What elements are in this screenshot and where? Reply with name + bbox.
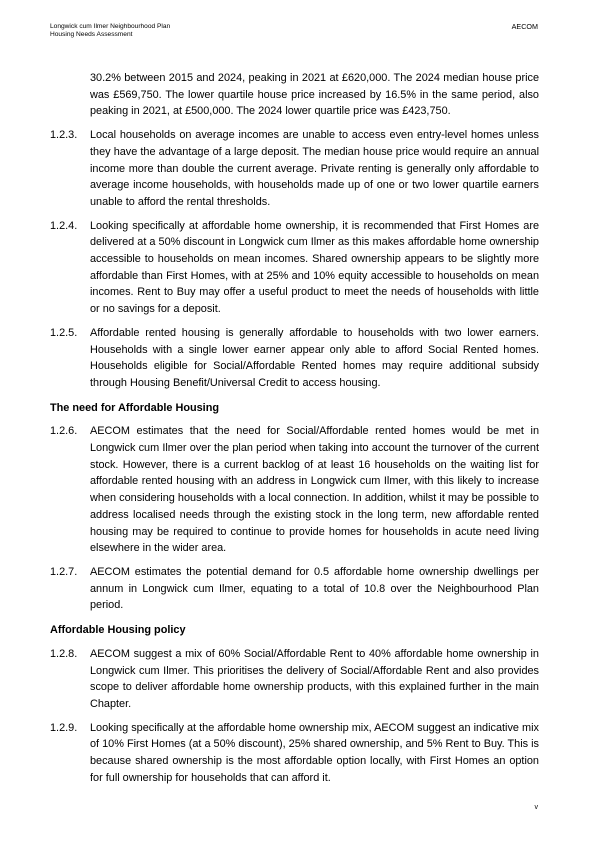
paragraph-text: AECOM suggest a mix of 60% Social/Affordable Rent to 40% affordable home ownership in Longwick cum Ilmer. This prioritises the delivery of Social/Affordable Rent and also provides scope to deliver affordable home ownership products, with this explained further in the main Chapter.	[90, 647, 539, 710]
paragraph-number: 1.2.3.	[50, 129, 78, 142]
section-heading-policy: Affordable Housing policy	[50, 624, 186, 637]
paragraph-text: AECOM estimates that the need for Social/Affordable rented homes would be met in Longwick cum Ilmer over the plan period when taking into account the turnover of the current stock. However, there is a current backlog of at least 16 households on the waiting list for affordable rented housing with an address in Longwick cum Ilmer, with this likely to increase when considering households with a local connection. In addition, whilst it may be possible to address localised needs through the existing stock in the long term, new affordable rented housing may be required to continue to provide homes for households in acute need living elsewhere in the wider area.	[90, 425, 539, 555]
header-doc-subtitle: Housing Needs Assessment	[50, 31, 133, 39]
paragraph-text: AECOM estimates the potential demand for 0.5 affordable home ownership dwellings per annum in Longwick cum Ilmer, equating to a total of 10.8 over the Neighbourhood Plan period.	[90, 565, 539, 612]
header-doc-title: Longwick cum Ilmer Neighbourhood Plan	[50, 23, 171, 30]
paragraph-text: Looking specifically at the affordable home ownership mix, AECOM suggest an indicative mix of 10% First Homes (at a 50% discount), 25% shared ownership, and 5% Rent to Buy. This is because shared ownership is the most affordable option locally, with First Homes an option for full ownership for households that can afford it.	[90, 721, 539, 784]
paragraph-text: Local households on average incomes are unable to access even entry-level homes unless they have the advantage of a large deposit. The median house price would require an annual income more than double the current average. Private renting is generally only affordable to average income households, with households made up of one or two lower quartile earners unable to afford the rental thresholds.	[90, 129, 539, 208]
paragraph-1-2-9	[50, 720, 539, 787]
header-org: AECOM	[511, 22, 538, 31]
paragraph-number: 1.2.5.	[50, 326, 78, 339]
paragraph-1-2-8	[50, 646, 539, 713]
paragraph-1-2-7	[50, 564, 539, 614]
paragraph-1-2-5	[50, 325, 539, 392]
paragraph-number: 1.2.7.	[50, 565, 78, 578]
paragraph-1-2-3	[50, 127, 539, 211]
paragraph-1-2-6	[50, 423, 539, 557]
paragraph-text: Looking specifically at affordable home ownership, it is recommended that First Homes are delivered at a 50% discount in Longwick cum Ilmer as this makes affordable home ownership accessible to households on mean incomes. Shared ownership appears to be slightly more affordable than First Homes, with at 25% and 10% equity accessible to households on mean incomes. Rent to Buy may offer a useful product to meet the needs of households with little or no savings for a deposit.	[90, 219, 539, 316]
continued-paragraph: 30.2% between 2015 and 2024, peaking in 2021 at £620,000. The 2024 median house price was £569,750. The lower quartile house price increased by 16.5% in the same period, also peaking in 2021, at £500,000. The 2024 lower quartile price was £423,750.	[90, 72, 539, 118]
paragraph-text: Affordable rented housing is generally affordable to households with two lower earners. Households with a single lower earner appear only able to afford Social Rented homes. Households eligible for Social/Affordable Rented homes may require additional subsidy through Housing Benefit/Universal Credit to access housing.	[90, 326, 539, 389]
paragraph-number: 1.2.6.	[50, 425, 78, 438]
paragraph-1-2-4	[50, 218, 539, 318]
page-number: v	[534, 804, 538, 811]
paragraph-number: 1.2.9.	[50, 721, 78, 734]
paragraph-number: 1.2.4.	[50, 219, 78, 232]
section-heading-need: The need for Affordable Housing	[50, 401, 220, 414]
running-header	[50, 23, 170, 39]
paragraph-number: 1.2.8.	[50, 647, 78, 660]
page-body	[50, 70, 539, 786]
